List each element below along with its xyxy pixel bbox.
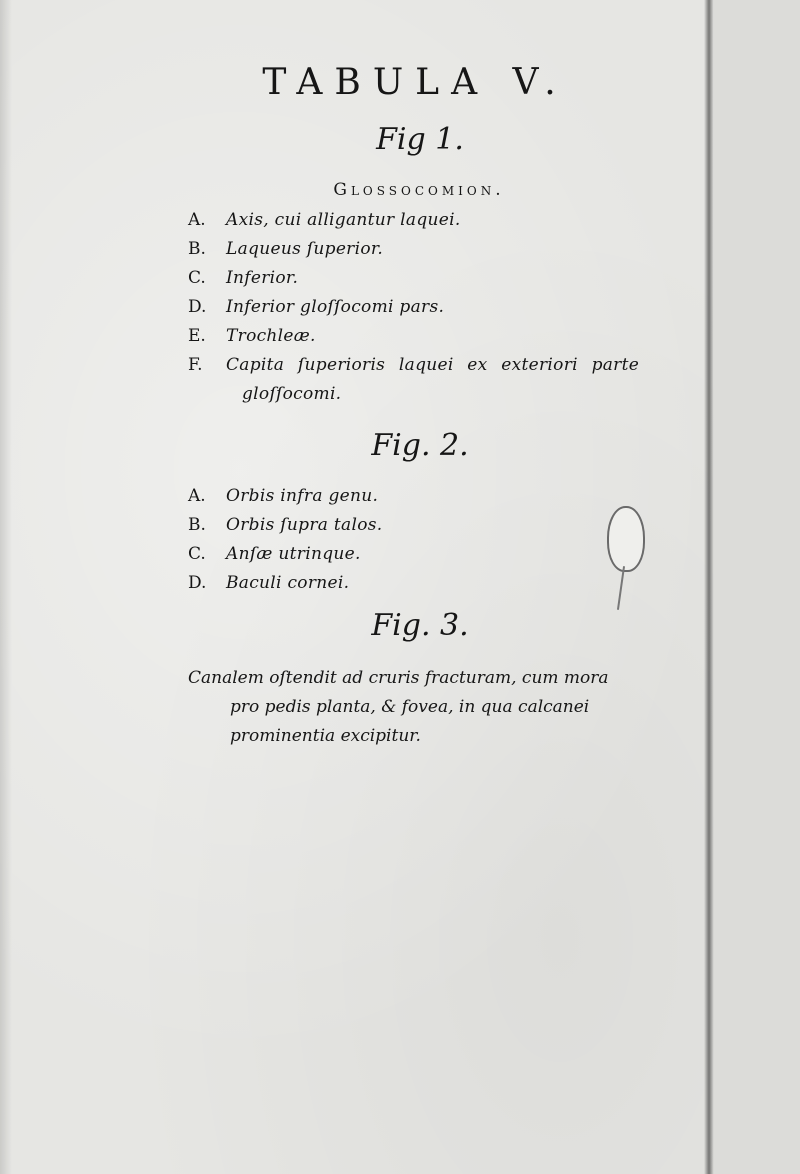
plate-title: TABULA V.: [262, 62, 568, 103]
facing-page-edge: [714, 0, 800, 1174]
legend-text: Inferior.: [226, 268, 299, 288]
legend-text: Trochleæ.: [226, 326, 316, 346]
legend-text: Capita ſuperioris laquei ex exteriori parte: [226, 355, 640, 375]
legend-text: Orbis ſupra talos.: [226, 515, 383, 535]
fig1-legend: [188, 206, 668, 409]
legend-text-multiline: [226, 351, 666, 409]
description-line: pro pedis planta, & fovea, in qua calcanei: [230, 697, 590, 717]
legend-text: Orbis infra genu.: [226, 486, 379, 506]
legend-text: Anſæ utrinque.: [226, 544, 361, 564]
legend-text: Axis, cui alligantur laquei.: [226, 210, 461, 230]
legend-label: B.: [188, 239, 206, 259]
page-gutter: [704, 0, 714, 1174]
fig1-subheading: Glossocomion.: [333, 180, 505, 200]
legend-label: A.: [188, 210, 206, 230]
fig3-heading: Fig. 3.: [371, 608, 469, 643]
legend-item: [188, 235, 668, 264]
legend-text-continuation: gloſſocomi.: [242, 384, 342, 404]
legend-text: Laqueus ſuperior.: [226, 239, 384, 259]
fig2-heading: Fig. 2.: [371, 428, 469, 463]
page-shadow-left: [0, 0, 12, 1174]
legend-label: F.: [188, 355, 203, 375]
legend-item: [188, 482, 668, 511]
fig2-legend: [188, 482, 668, 598]
description-line: Canalem oſtendit ad cruris fracturam, cum mora: [188, 668, 609, 688]
fig3-description: [188, 664, 668, 751]
description-line: prominentia excipitur.: [230, 726, 421, 746]
legend-label: B.: [188, 515, 206, 535]
legend-item: [188, 264, 668, 293]
legend-label: C.: [188, 268, 206, 288]
legend-item: [188, 540, 668, 569]
legend-item: [188, 293, 668, 322]
fig1-heading: Fig 1.: [376, 122, 464, 157]
legend-item: [188, 351, 668, 409]
legend-label: E.: [188, 326, 206, 346]
legend-item: [188, 511, 668, 540]
legend-item: [188, 569, 668, 598]
legend-item: [188, 322, 668, 351]
legend-label: C.: [188, 544, 206, 564]
legend-label: D.: [188, 573, 207, 593]
legend-item: [188, 206, 668, 235]
legend-label: A.: [188, 486, 206, 506]
legend-label: D.: [188, 297, 207, 317]
legend-text: Baculi cornei.: [226, 573, 350, 593]
legend-text: Inferior gloſſocomi pars.: [226, 297, 445, 317]
